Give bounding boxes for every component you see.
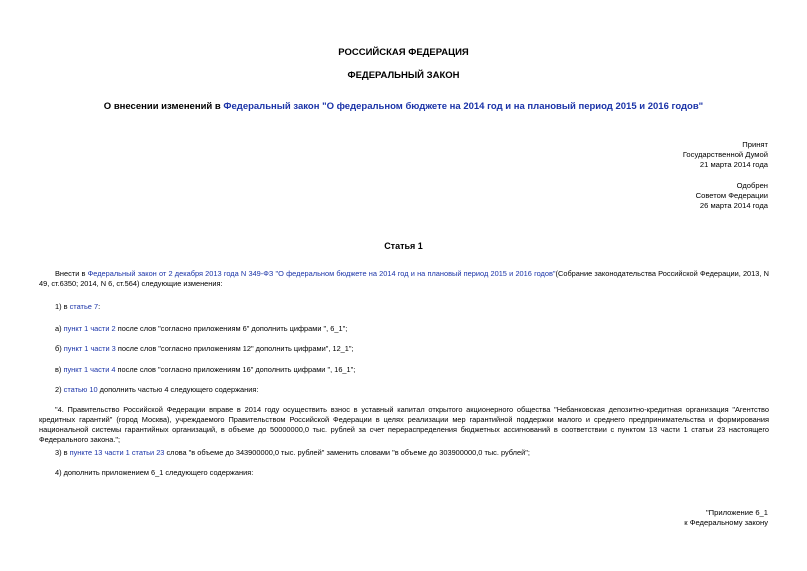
item-1c-prefix: в) xyxy=(55,365,64,374)
law-title-prefix: О внесении изменений в xyxy=(103,101,224,112)
article-heading: Статья 1 xyxy=(384,241,423,251)
item-1-prefix: 1) в xyxy=(55,302,70,311)
item-1-suffix: : xyxy=(98,302,101,311)
item-3-link[interactable]: пункте 13 части 1 статьи 23 xyxy=(69,448,165,457)
item-3-suffix: слова "в объеме до 343900000,0 тыс. рублей" заменить словами "в объеме до 303900000,0 тыс. рублей"; xyxy=(164,448,530,457)
approved-date: 26 марта 2014 года xyxy=(699,201,768,210)
item-2 xyxy=(55,385,770,395)
item-2-link[interactable]: статью 10 xyxy=(63,385,98,394)
adoption-block xyxy=(683,140,768,170)
item-1b xyxy=(55,344,770,354)
appendix-to-law: к Федеральному закону xyxy=(684,518,768,527)
appendix-block xyxy=(684,508,768,528)
item-1a xyxy=(55,324,770,334)
item-1c-link[interactable]: пункт 1 части 4 xyxy=(63,365,116,374)
item-1c-suffix: после слов "согласно приложениям 16" дополнить цифрами ", 16_1"; xyxy=(115,365,356,374)
item-2-suffix: дополнить частью 4 следующего содержания: xyxy=(97,385,259,394)
appendix-label: "Приложение 6_1 xyxy=(705,508,768,517)
approved-label: Одобрен xyxy=(736,181,768,190)
item-1a-prefix: а) xyxy=(55,324,64,333)
item-1-link[interactable]: статье 7 xyxy=(69,302,99,311)
intro-prefix: Внести в xyxy=(55,269,88,278)
item-1a-suffix: после слов "согласно приложениям 6" дополнить цифрами ", 6_1"; xyxy=(115,324,348,333)
item-2-text: "4. Правительство Российской Федерации вправе в 2014 году осуществить взнос в уставный капитал открытого акционерного общества "Небанковская депозитно-кредитная организация "Агентство кредитных гарантий" (город Москва), учреждаемого Правительством Российской Федерации в целях реализации мер гарантийной поддержки малого и среднего предпринимательства и формирования национальной системы гарантийных организаций, в объеме до 50000000,0 тыс. рублей за счет перераспределения бюджетных ассигнований в соответствии с пунктом 13 части 1 статьи 23 настоящего Федерального закона."; xyxy=(39,405,769,444)
doc-type-heading: ФЕДЕРАЛЬНЫЙ ЗАКОН xyxy=(347,70,460,81)
item-1b-link[interactable]: пункт 1 части 3 xyxy=(63,344,116,353)
accepted-date: 21 марта 2014 года xyxy=(699,160,768,169)
item-1a-link[interactable]: пункт 1 части 2 xyxy=(63,324,116,333)
accepted-by: Государственной Думой xyxy=(682,150,768,159)
item-1b-suffix: после слов "согласно приложениям 12" дополнить цифрами", 12_1"; xyxy=(115,344,354,353)
item-1c xyxy=(55,365,770,375)
intro-law-link[interactable]: Федеральный закон от 2 декабря 2013 года N 349-ФЗ "О федеральном бюджете на 2014 год и на плановый период 2015 и 2016 годов" xyxy=(87,269,556,278)
approved-by: Советом Федерации xyxy=(695,191,768,200)
intro-suffix: (Собрание законодательства Российской Федерации, 2013, N 49, ст.6350; 2014, N 6, ст.564) следующие изменения: xyxy=(39,269,769,288)
item-1b-prefix: б) xyxy=(55,344,64,353)
country-heading: РОССИЙСКАЯ ФЕДЕРАЦИЯ xyxy=(338,47,469,58)
item-2-prefix: 2) xyxy=(55,385,64,394)
item-4: 4) дополнить приложением 6_1 следующего содержания: xyxy=(55,468,254,477)
item-3 xyxy=(55,448,770,458)
law-title xyxy=(0,101,807,112)
item-1 xyxy=(55,302,770,312)
article-intro xyxy=(39,269,769,289)
law-title-link[interactable]: Федеральный закон "О федеральном бюджете на 2014 год и на плановый период 2015 и 2016 годов" xyxy=(223,101,704,112)
item-3-prefix: 3) в xyxy=(55,448,70,457)
approval-block xyxy=(696,181,768,211)
accepted-label: Принят xyxy=(742,140,768,149)
